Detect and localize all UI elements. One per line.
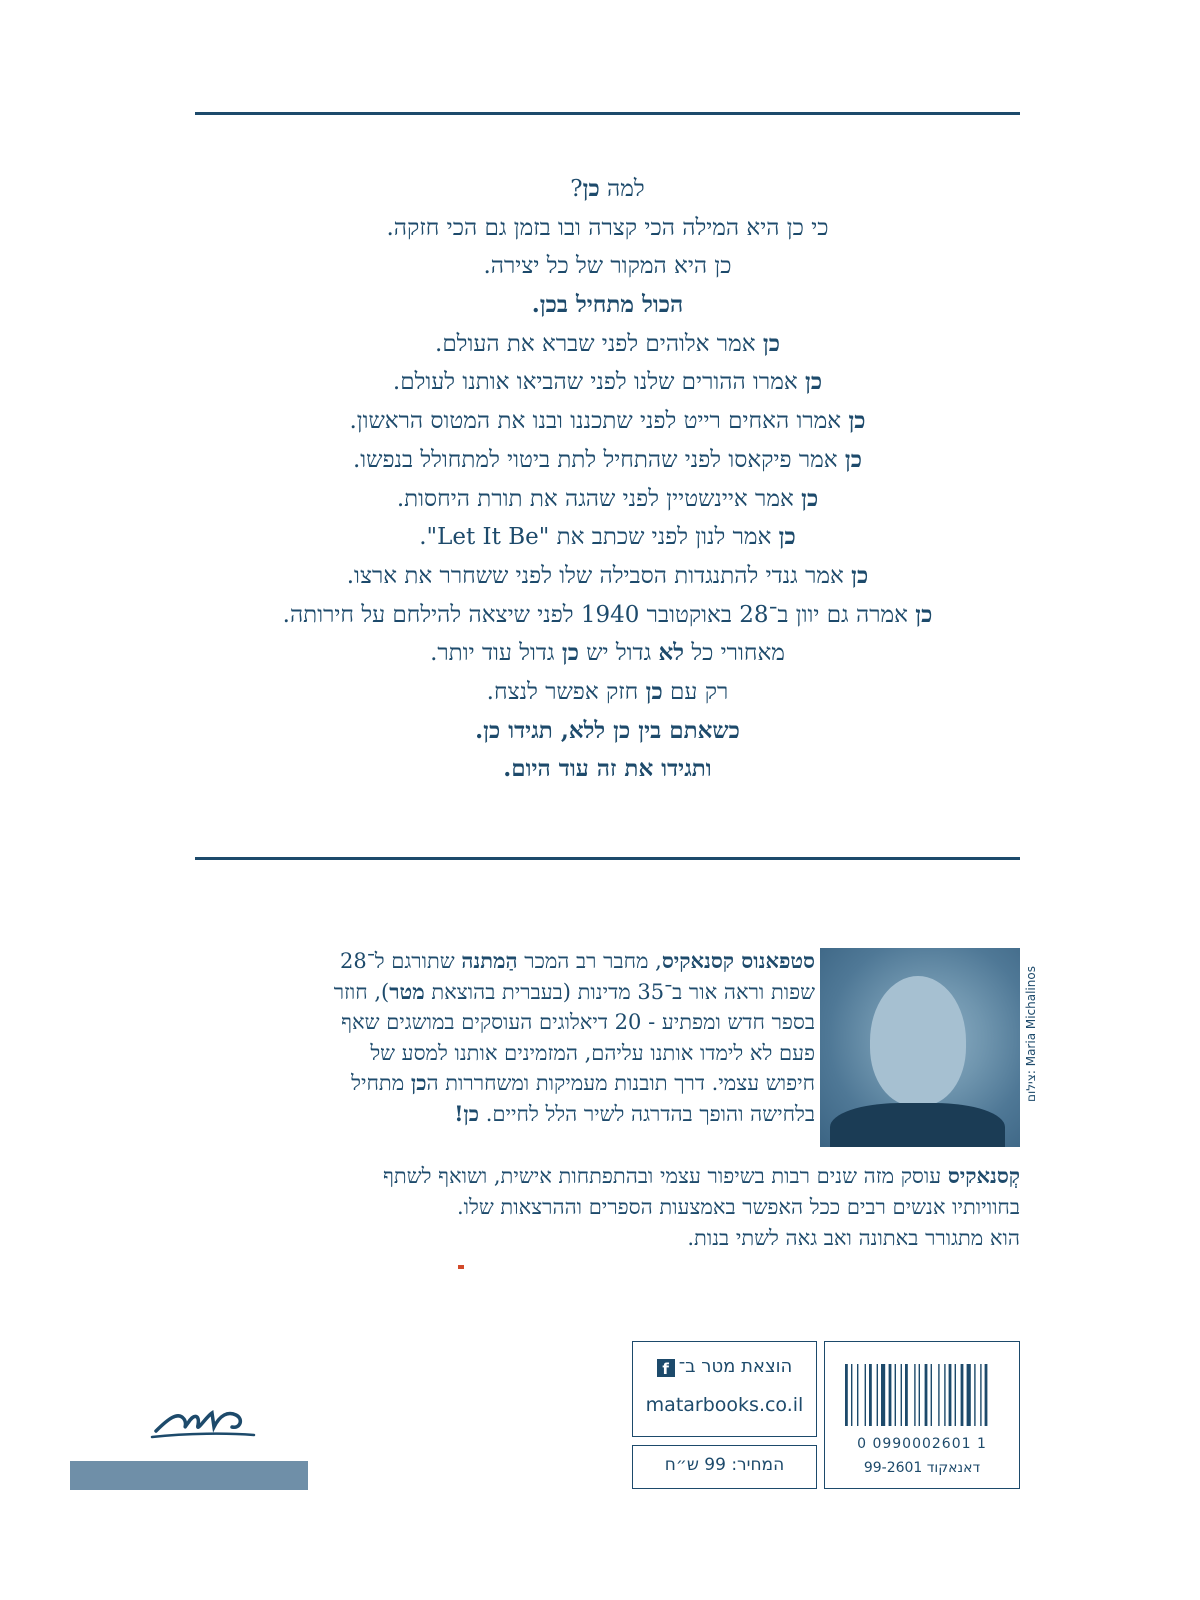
barcode xyxy=(845,1364,1001,1426)
barcode-bar xyxy=(901,1364,902,1426)
barcode-bar xyxy=(925,1364,928,1426)
barcode-bar xyxy=(905,1364,908,1426)
price-box xyxy=(632,1445,817,1489)
barcode-code: דאנאקוד 99-2601 xyxy=(863,1460,981,1476)
bio-line-5: חיפוש עצמי. דרך תובנות מעמיקות ומשחררות הכן מתחיל xyxy=(351,1070,815,1095)
barcode-bar xyxy=(889,1364,892,1426)
poem xyxy=(195,170,1020,789)
barcode-bar xyxy=(851,1364,852,1426)
poem-line-12: כן אמרה גם יוון ב־28 באוקטובר 1940 לפני שיצאה להילחם על חירותה. xyxy=(282,600,933,628)
price-label: המחיר: 99 ש״ח xyxy=(664,1455,785,1475)
barcode-bar xyxy=(974,1364,975,1426)
poem-line-9: כן אמר איינשטיין לפני שהגה את תורת היחסות. xyxy=(396,484,819,512)
middle-rule xyxy=(195,857,1020,860)
poem-line-10: כן אמר לנון לפני שכתב את "Let It Be". xyxy=(419,523,796,551)
poem-line-6: כן אמרו ההורים שלנו לפני שהביאו אותנו לעולם. xyxy=(392,368,823,396)
barcode-bar xyxy=(944,1364,945,1426)
barcode-bar xyxy=(914,1364,915,1426)
photo-credit: צילום: Maria Michalinos xyxy=(1024,966,1038,1102)
barcode-bar xyxy=(931,1364,932,1426)
poem-line-15: כשאתם בין כן ללא, תגידו כן. xyxy=(475,716,740,744)
facebook-icon[interactable]: f xyxy=(657,1359,675,1377)
barcode-bar xyxy=(985,1364,988,1426)
poem-line-5: כן אמר אלוהים לפני שברא את העולם. xyxy=(435,329,780,357)
poem-line-11: כן אמר גנדי להתנגדות הסבילה שלו לפני ששחרר את ארצו. xyxy=(346,561,869,589)
top-rule xyxy=(195,112,1020,115)
poem-line-4: הכול מתחיל בכן. xyxy=(531,291,684,319)
poem-line-1: למה כן? xyxy=(570,175,645,202)
bio-line-9: הוא מתגורר באתונה ואב גאה לשתי בנות. xyxy=(687,1226,1020,1250)
barcode-bar xyxy=(881,1364,885,1426)
barcode-bar xyxy=(967,1364,971,1426)
barcode-bar xyxy=(961,1364,964,1426)
author-photo xyxy=(820,948,1020,1147)
bio-line-1: סטפאנוס קסנאקיס, מחבר רב המכר הַמתנה שתורגם ל־28 xyxy=(339,948,815,973)
barcode-bar xyxy=(895,1364,896,1426)
poem-line-14: רק עם כן חזק אפשר לנצח. xyxy=(486,677,729,705)
matar-logo xyxy=(148,1393,258,1443)
bio-line-7: קְסנאקיס עוסק מזה שנים רבות בשיפור עצמי ובהתפתחות אישית, ושואף לשתף xyxy=(383,1163,1020,1188)
barcode-box xyxy=(824,1341,1020,1489)
poem-line-16: ותגידו את זה עוד היום. xyxy=(503,755,712,783)
poem-line-7: כן אמרו האחים רייט לפני שתכננו ובנו את המטוס הראשון. xyxy=(349,407,866,435)
decorative-bar xyxy=(70,1461,308,1490)
publisher-line: הוצאת מטר ב־f xyxy=(633,1356,816,1377)
barcode-bar xyxy=(955,1364,956,1426)
barcode-bar xyxy=(919,1364,920,1426)
barcode-bar xyxy=(857,1364,858,1426)
bio-line-8: בחוויותיו אנשים רבים ככל האפשר באמצעות הספרים וההרצאות שלו. xyxy=(456,1195,1020,1219)
barcode-bar xyxy=(865,1364,866,1426)
poem-line-3: כן היא המקור של כל יצירה. xyxy=(483,253,732,280)
publisher-box xyxy=(632,1341,817,1437)
poem-line-2: כי כן היא המילה הכי קצרה ובו בזמן גם הכי חזקה. xyxy=(386,214,829,241)
bio-line-2: שפות וראה אור ב־35 מדינות (בעברית בהוצאת מטר), חוזר xyxy=(333,978,815,1004)
barcode-number: 0 0990002601 1 xyxy=(857,1436,987,1452)
poem-line-13: מאחורי כל לא גדול יש כן גדול עוד יותר. xyxy=(430,639,785,667)
author-bio-continued xyxy=(195,1160,1020,1254)
stray-mark xyxy=(458,1265,464,1269)
barcode-bar xyxy=(938,1364,939,1426)
poem-line-8: כן אמר פיקאסו לפני שהתחיל לתת ביטוי למתחולל בנפשו. xyxy=(352,445,862,473)
barcode-bar xyxy=(845,1364,848,1426)
barcode-bar xyxy=(949,1364,952,1426)
bio-line-6: בלחישה והופך בהדרגה לשיר הלל לחיים. כן! xyxy=(454,1100,815,1126)
publisher-url[interactable]: matarbooks.co.il xyxy=(645,1394,804,1416)
bio-line-3: בספר חדש ומפתיע - 20 דיאלוגים העוסקים במושגים שאף xyxy=(341,1010,815,1034)
barcode-bar xyxy=(980,1364,981,1426)
barcode-bar xyxy=(877,1364,878,1426)
author-bio xyxy=(195,946,815,1129)
bio-line-4: פעם לא לימדו אותנו עליהם, המזמינים אותנו למסע של xyxy=(370,1040,815,1065)
barcode-bar xyxy=(869,1364,872,1426)
